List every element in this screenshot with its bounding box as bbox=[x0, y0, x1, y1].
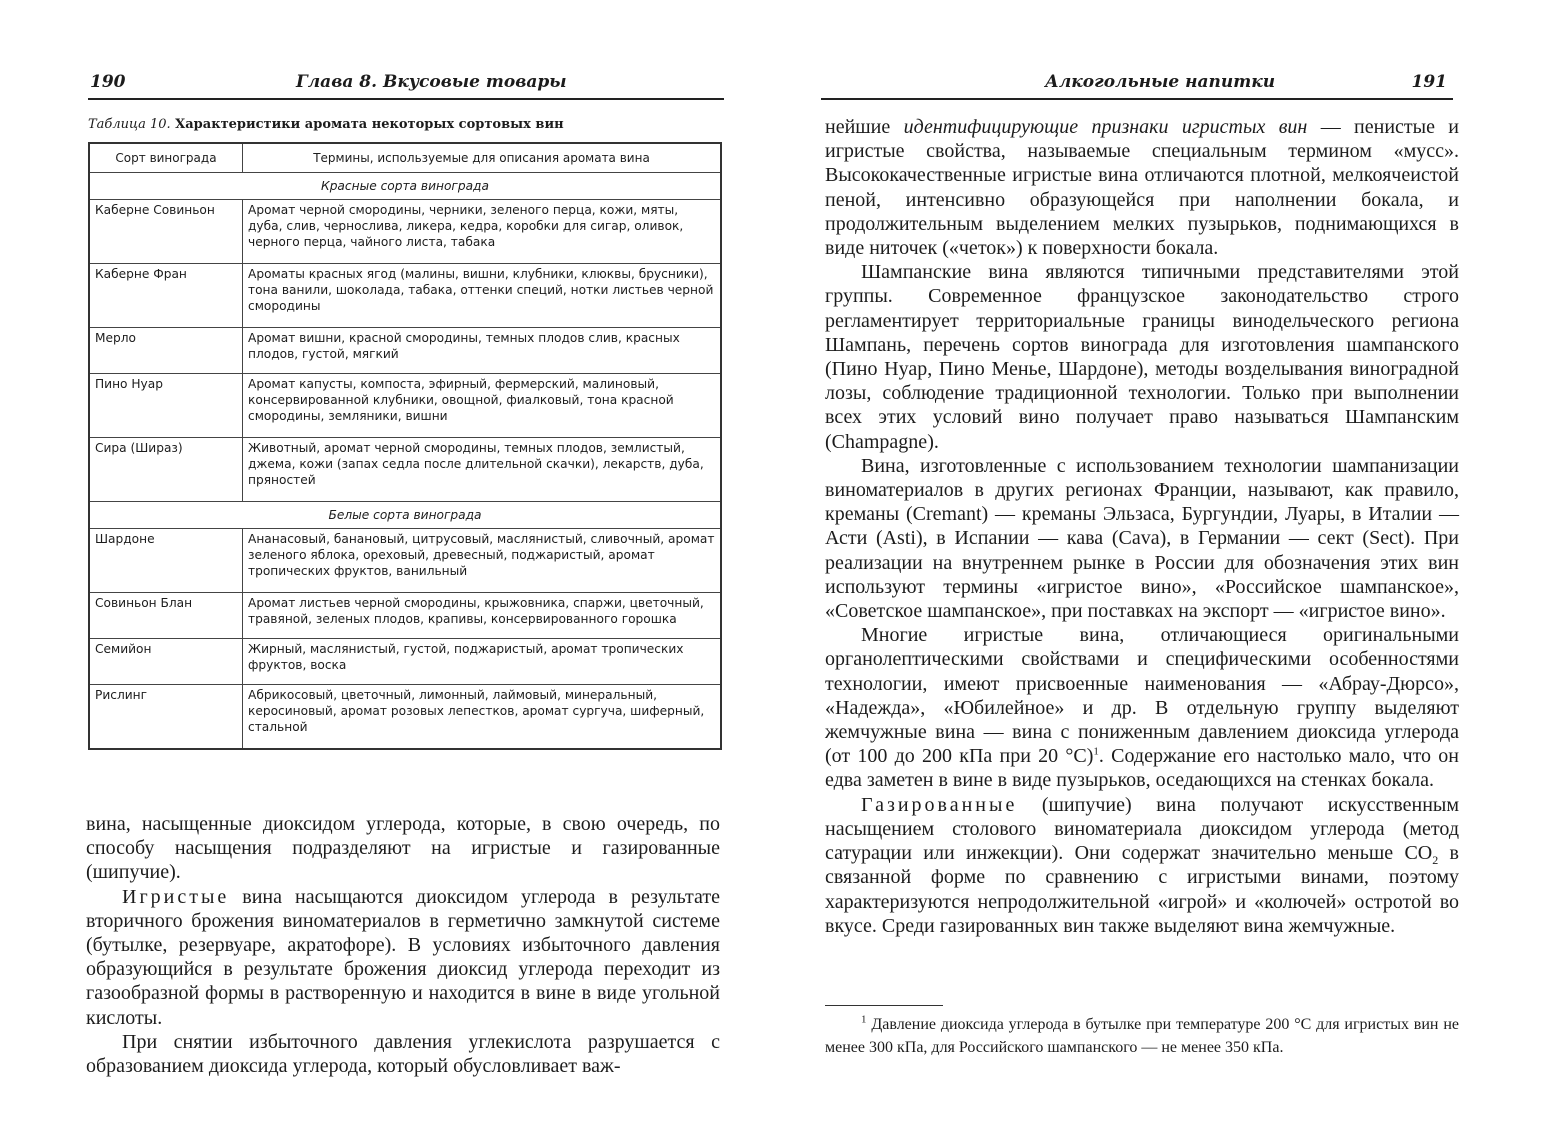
variety-cell: Совиньон Блан bbox=[89, 593, 243, 639]
table-row bbox=[89, 685, 721, 749]
right-body-text bbox=[825, 115, 1459, 938]
table-row bbox=[89, 529, 721, 593]
variety-cell: Каберне Фран bbox=[89, 264, 243, 328]
paragraph-text: вина насыщаются диоксидом углерода в результате вторичного брожения виноматериалов в герметично замкнутой системе (бутылке, резервуаре, акратофоре). В условиях избыточного давления образующийся в результате брожения диоксид углерода переходит из газообразной формы в растворенную и находится в вине в виде угольной кислоты. bbox=[86, 885, 720, 1029]
paragraph bbox=[825, 793, 1459, 938]
right-page bbox=[777, 0, 1555, 1146]
running-head-right bbox=[821, 64, 1453, 100]
subscript: 2 bbox=[1432, 853, 1439, 868]
emphasis: идентифицирующие признаки игристых вин bbox=[903, 116, 1308, 138]
section-title-white: Белые сорта винограда bbox=[89, 502, 721, 529]
table-row bbox=[89, 200, 721, 264]
header-aroma-terms: Термины, используемые для описания аромата вина bbox=[243, 143, 722, 173]
paragraph-text: (шипучие) вина получают искусственным насыщением столового виноматериала диоксидом углерода (метод сатурации или инжекции). Они содержат значительно меньше СО bbox=[825, 793, 1459, 865]
header-variety: Сорт винограда bbox=[89, 143, 243, 173]
table-row bbox=[89, 374, 721, 438]
table-caption-label: Таблица 10. bbox=[88, 117, 171, 132]
aroma-cell: Аромат вишни, красной смородины, темных плодов слив, красных плодов, густой, мягкий bbox=[243, 328, 722, 374]
paragraph-text: Многие игристые вина, отличающиеся оригинальными органолептическими свойствами и специфическими особенностями технологии, имеют присвоенные наименования — «Абрау-Дюрсо», «Надежда», «Юбилейное» и др. В отдельную группу выделяют жемчужные вина — вина с пониженным давлением диоксида углерода (от 100 до 200 кПа при 20 °С) bbox=[825, 624, 1459, 768]
paragraph bbox=[825, 115, 1459, 260]
paragraph-text: — пенистые и игристые свойства, называемые специальным термином «мусс». Высококачественные игристые вина отличаются плотной, мелкоячеистой пеной, интенсивно образующейся при наполнении бокала, и продолжительным выделением мелких пузырьков, поднимающихся в виде ниточек («четок») к поверхности бокала. bbox=[825, 116, 1459, 260]
table-row bbox=[89, 328, 721, 374]
paragraph: вина, насыщенные диоксидом углерода, которые, в свою очередь, по способу насыщения подразделяют на игристые и газированные (шипучие). bbox=[86, 813, 720, 884]
variety-cell: Шардоне bbox=[89, 529, 243, 593]
paragraph: Вина, изготовленные с использованием технологии шампанизации виноматериалов в других регионах Франции, называют, как правило, креманы (Cremant) — креманы Эльзаса, Бургундии, Луары, в Италии — Асти (Asti), в Испании — кава (Cava), в Германии — сект (Sect). При реализации на внутреннем рынке в России для обозначения этих вин используют термины «игристое вино», «Российское шампанское», «Советское шампанское», при поставках на экспорт — «игристое вино». bbox=[825, 454, 1459, 623]
paragraph bbox=[825, 623, 1459, 792]
footnote-divider bbox=[825, 1005, 943, 1006]
aroma-cell: Ароматы красных ягод (малины, вишни, клубники, клюквы, брусники), тона ванили, шоколада, табака, оттенки специй, нотки листьев черной смородины bbox=[243, 264, 722, 328]
table-caption-title: Характеристики аромата некоторых сортовых вин bbox=[175, 117, 564, 132]
left-body-text bbox=[86, 812, 720, 1078]
variety-cell: Сира (Шираз) bbox=[89, 438, 243, 502]
table-row bbox=[89, 593, 721, 639]
variety-cell: Пино Нуар bbox=[89, 374, 243, 438]
table-row bbox=[89, 438, 721, 502]
table-row bbox=[89, 264, 721, 328]
table-row bbox=[89, 639, 721, 685]
footnote-ref: 1 bbox=[1093, 745, 1099, 758]
footnote-text: Давление диоксида углерода в бутылке при температуре 200 °С для игристых вин не менее 300 кПа, для Российского шампанского — не менее 350 кПа. bbox=[825, 1016, 1459, 1056]
footnote bbox=[825, 1013, 1459, 1059]
aroma-cell: Жирный, маслянистый, густой, поджаристый, аромат тропических фруктов, воска bbox=[243, 639, 722, 685]
paragraph-text: нейшие bbox=[825, 116, 904, 138]
variety-cell: Семийон bbox=[89, 639, 243, 685]
chapter-title: Глава 8. Вкусовые товары bbox=[296, 72, 567, 92]
table-header-row bbox=[89, 143, 721, 173]
aroma-cell: Аромат капусты, компоста, эфирный, фермерский, малиновый, консервированной клубники, овощной, фиалковый, тона красной смородины, земляники, вишни bbox=[243, 374, 722, 438]
variety-cell: Рислинг bbox=[89, 685, 243, 749]
section-title: Алкогольные напитки bbox=[1045, 72, 1276, 92]
page-number-left: 190 bbox=[90, 72, 126, 92]
section-row bbox=[89, 173, 721, 200]
term-carbonated: Газированные bbox=[861, 793, 1018, 816]
section-row bbox=[89, 502, 721, 529]
footnote-mark: 1 bbox=[861, 1013, 867, 1026]
paragraph: Шампанские вина являются типичными представителями этой группы. Современное французское законодательство строго регламентирует территориальные границы винодельческого региона Шампань, перечень сортов винограда для изготовления шампанского (Пино Нуар, Пино Менье, Шардоне), методы возделывания виноградной лозы, соблюдение традиционной технологии. Только при выполнении всех этих условий вино получает право называться Шампанским (Champagne). bbox=[825, 261, 1459, 453]
term-sparkling: Игристые bbox=[122, 885, 230, 908]
paragraph bbox=[86, 885, 720, 1030]
section-title-red: Красные сорта винограда bbox=[89, 173, 721, 200]
aroma-cell: Аромат черной смородины, черники, зеленого перца, кожи, мяты, дуба, слив, чернослива, ликера, кедра, коробки для сигар, оливок, черного перца, чайного листа, табака bbox=[243, 200, 722, 264]
paragraph-text: в связанной форме по сравнению с игристыми винами, поэтому характеризуются непродолжительной «игрой» и «колючей» остротой во вкусе. Среди газированных вин также выделяют вина жемчужные. bbox=[825, 842, 1459, 937]
variety-cell: Мерло bbox=[89, 328, 243, 374]
left-page bbox=[0, 0, 777, 1146]
running-head-left bbox=[88, 64, 724, 100]
aroma-table bbox=[88, 142, 722, 750]
table-caption bbox=[88, 117, 728, 132]
paragraph: При снятии избыточного давления углекислота разрушается с образованием диоксида углерода, который обусловливает важ- bbox=[86, 1030, 720, 1078]
aroma-cell: Ананасовый, банановый, цитрусовый, маслянистый, сливочный, аромат зеленого яблока, ореховый, древесный, поджаристый, аромат тропических фруктов, ванильный bbox=[243, 529, 722, 593]
page-number-right: 191 bbox=[1411, 72, 1447, 92]
aroma-cell: Абрикосовый, цветочный, лимонный, лаймовый, минеральный, керосиновый, аромат розовых лепестков, аромат сургуча, шиферный, стальной bbox=[243, 685, 722, 749]
variety-cell: Каберне Совиньон bbox=[89, 200, 243, 264]
aroma-cell: Животный, аромат черной смородины, темных плодов, землистый, джема, кожи (запах седла после длительной скачки), лекарств, дуба, пряностей bbox=[243, 438, 722, 502]
paragraph-text: . Содержание его настолько мало, что он едва заметен в вине в виде пузырьков, оседающихся на стенках бокала. bbox=[825, 745, 1459, 792]
aroma-cell: Аромат листьев черной смородины, крыжовника, спаржи, цветочный, травяной, зеленых плодов, крапивы, консервированного горошка bbox=[243, 593, 722, 639]
